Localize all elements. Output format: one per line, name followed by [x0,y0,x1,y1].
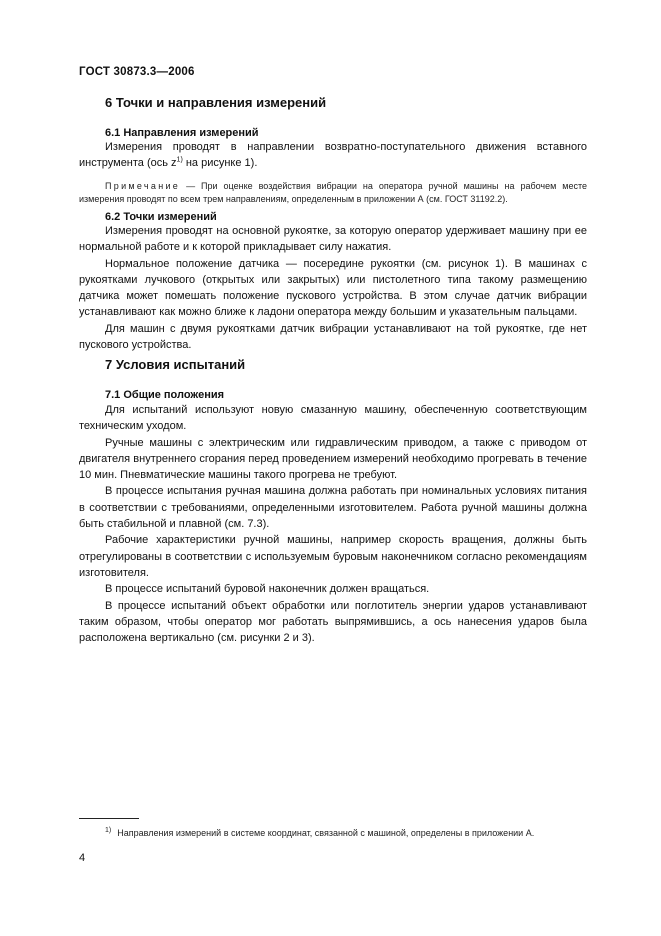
section-6-heading: 6 Точки и направления измерений [105,95,327,110]
paragraph: Ручные машины с электрическим или гидравлическим приводом, а также с приводом от двигателя внутреннего сгорания перед проведением измерений необходимо прогревать в течение 10 мин. Пневматические машины такого прогрева не требуют. [79,436,587,482]
paragraph: Для машин с двумя рукоятками датчик вибрации устанавливают на той рукоятке, где нет пускового устройства. [79,322,587,352]
paragraph: В процессе испытания ручная машина должна работать при номинальных условиях питания в соответствии с требованиями, определенными изготовителем. Работа ручной машины должна быть стабильной и плавной (см. 7.3). [79,485,587,531]
footnote-text: Направления измерений в системе координат, связанной с машиной, определены в приложении А. [117,828,535,838]
subsection-6-1-heading: 6.1 Направления измерений [105,127,259,139]
section-7-heading: 7 Условия испытаний [105,357,246,372]
document-header: ГОСТ 30873.3—2006 [79,66,195,78]
note [79,180,587,206]
subsection-6-2-body [79,223,587,353]
paragraph-text: Измерения проводят в направлении возвратно-поступательного движения вставного инструмента (ось z [79,141,587,170]
subsection-7-1-body [79,402,587,646]
subsection-6-2-heading: 6.2 Точки измерений [105,211,217,223]
paragraph: Для испытаний используют новую смазанную машину, обеспеченную соответствующим техническим уходом. [79,404,587,433]
note-text: — При оценке воздействия вибрации на оператора ручной машины на рабочем месте измерения проводят по всем трем направлениям, определенным в приложении А (см. ГОСТ 31192.2). [79,181,587,204]
paragraph [79,139,587,172]
footnote [105,828,534,838]
subsection-6-1-body [79,139,587,172]
footnote-divider [79,818,139,819]
page-number: 4 [79,852,86,864]
footnote-ref: 1) [176,156,183,164]
paragraph: В процессе испытаний буровой наконечник должен вращаться. [105,583,430,596]
subsection-7-1-heading: 7.1 Общие положения [105,389,225,401]
paragraph: В процессе испытаний объект обработки или поглотитель энергии ударов устанавливают таким образом, чтобы оператор мог работать выпрямившись, а ось нанесения ударов была расположена вертикально (см. рисунки 2 и 3). [79,599,587,645]
footnote-mark: 1) [105,827,112,834]
paragraph: Рабочие характеристики ручной машины, например скорость вращения, должны быть отрегулированы в соответствии с используемым буровым наконечником согласно рекомендациям изготовителя. [79,534,587,579]
paragraph-text: на рисунке 1). [182,157,258,170]
note-lead: Примечание [105,181,181,191]
paragraph: Нормальное положение датчика — посередине рукоятки (см. рисунок 1). В машинах с рукоятками лучкового (открытых или закрытых) или пистолетного типа такому размещению датчика может помешать положение пускового устройства. В этом случае датчик вибрации устанавливают как можно ближе к ладони оператора между большим и указательным пальцами. [79,257,587,319]
paragraph: Измерения проводят на основной рукоятке, за которую оператор удерживает машину при ее нормальной работе и к которой прикладывает силу нажатия. [79,225,587,254]
